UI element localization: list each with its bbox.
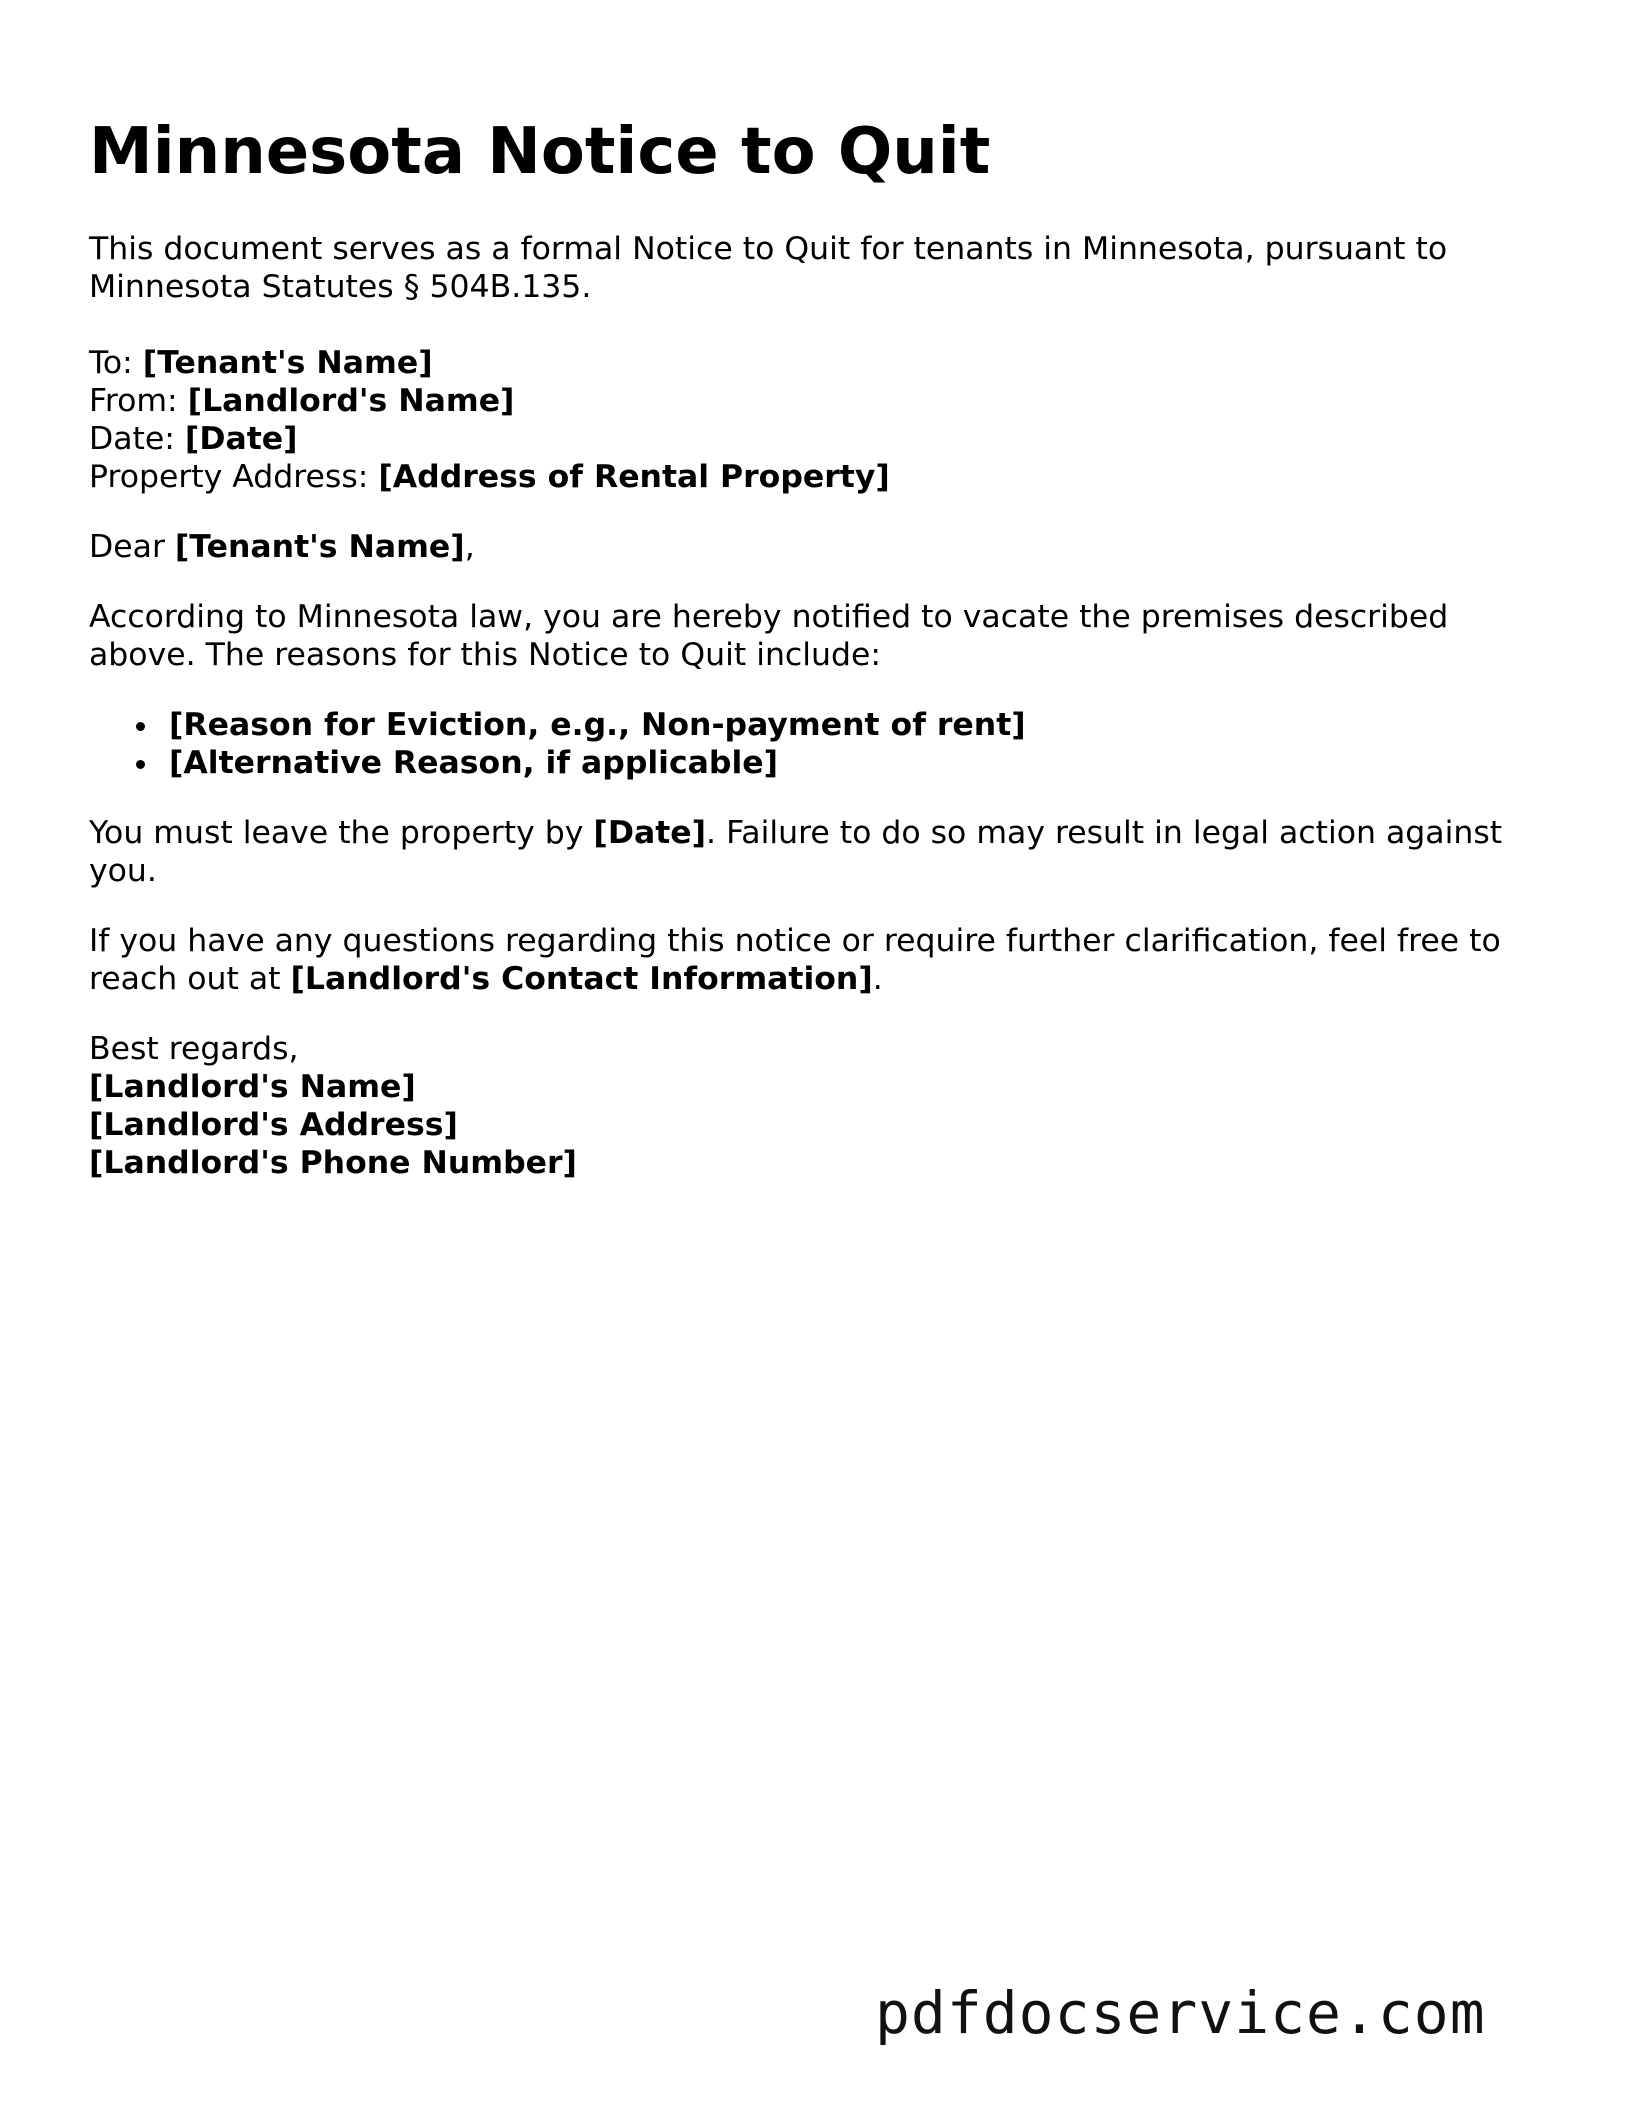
signoff-name: [Landlord's Name] bbox=[89, 1069, 416, 1105]
notice-paragraph: According to Minnesota law, you are hereby notified to vacate the premises described above. The reasons for this Notice to Quit include: bbox=[89, 599, 1449, 673]
address-label: Property Address: bbox=[89, 459, 379, 495]
document-title: Minnesota Notice to Quit bbox=[89, 115, 991, 189]
date-line bbox=[89, 421, 298, 457]
document-page bbox=[89, 0, 1549, 1182]
deadline-prefix: You must leave the property by bbox=[89, 815, 594, 851]
date-value: [Date] bbox=[184, 421, 298, 457]
deadline-suffix: . Failure to do so may result in legal action against you. bbox=[89, 815, 1503, 889]
date-label: Date: bbox=[89, 421, 185, 457]
to-line bbox=[89, 345, 433, 381]
to-label: To: bbox=[89, 345, 143, 381]
signoff-closing: Best regards, bbox=[89, 1031, 299, 1067]
to-value: [Tenant's Name] bbox=[142, 345, 433, 381]
reasons-list bbox=[89, 706, 1549, 782]
bullet-icon bbox=[136, 760, 145, 769]
contact-prefix: If you have any questions regarding this notice or require further clarification, feel free to reach out at bbox=[89, 923, 1501, 997]
from-line bbox=[89, 383, 514, 419]
bullet-icon bbox=[136, 722, 145, 731]
salutation-prefix: Dear bbox=[89, 529, 175, 565]
salutation bbox=[89, 528, 1549, 566]
deadline-paragraph bbox=[89, 814, 1549, 890]
from-value: [Landlord's Name] bbox=[187, 383, 515, 419]
address-value: [Address of Rental Property] bbox=[378, 459, 890, 495]
deadline-date: [Date] bbox=[593, 815, 707, 851]
reason-text: [Alternative Reason, if applicable] bbox=[169, 745, 779, 781]
from-label: From: bbox=[89, 383, 188, 419]
signoff-phone: [Landlord's Phone Number] bbox=[89, 1145, 577, 1181]
contact-info: [Landlord's Contact Information] bbox=[290, 961, 873, 997]
contact-suffix: . bbox=[872, 961, 883, 997]
list-item bbox=[169, 706, 1549, 744]
reason-text: [Reason for Eviction, e.g., Non-payment of rent] bbox=[169, 707, 1026, 743]
signoff-block bbox=[89, 1030, 1549, 1182]
brand-watermark: pdfdocservice.com bbox=[875, 1979, 1486, 2047]
contact-paragraph bbox=[89, 922, 1549, 998]
intro-paragraph: This document serves as a formal Notice to Quit for tenants in Minnesota, pursuant to Minnesota Statutes § 504B.135. bbox=[89, 231, 1448, 305]
signoff-address: [Landlord's Address] bbox=[89, 1107, 458, 1143]
salutation-suffix: , bbox=[464, 529, 475, 565]
header-fields bbox=[89, 344, 1549, 496]
salutation-name: [Tenant's Name] bbox=[174, 529, 465, 565]
address-line bbox=[89, 459, 890, 495]
list-item bbox=[169, 744, 1549, 782]
